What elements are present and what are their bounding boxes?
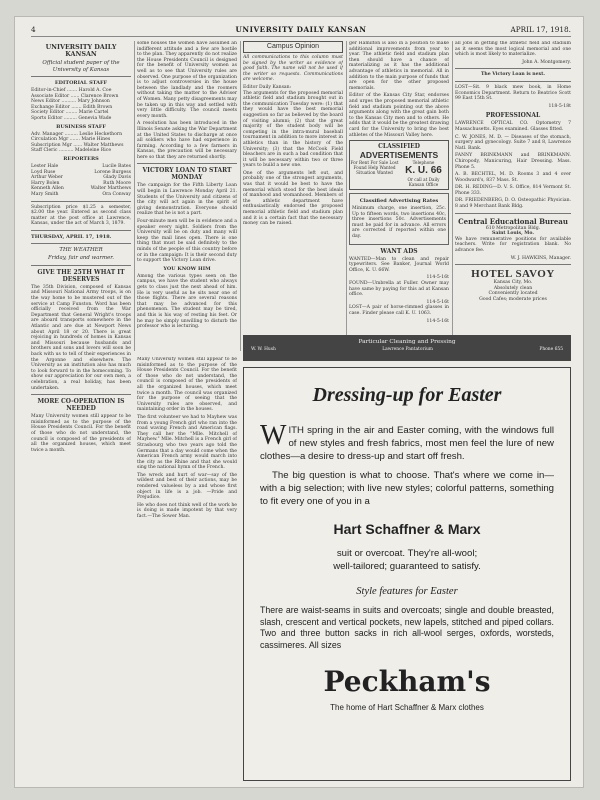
column-rule bbox=[452, 41, 453, 351]
paper-subtitle: Official student paper of the University of Kansas bbox=[42, 60, 120, 73]
cleaning-title: Particular Cleaning and Pressing bbox=[358, 339, 456, 345]
rates-heading: Classified Advertising Rates bbox=[359, 198, 439, 205]
reporter: Mary Smith bbox=[31, 191, 59, 197]
ad-title: Dressing-up for Easter bbox=[312, 384, 502, 406]
article-body: some houses the women have assumed an indifferent attitude and a few are hostile to the plan. They apparently do not realize the House Presidents Council is designed for the benefit of University women as well as to see that University rules are observed. One purpose of the organization is to adjust controversies in the house between the landlady and the roomers without taking the matter to the Adviser of Women. Many petty disagreements may be taken up in this way and settled with very little difficulty. The council meets every month. bbox=[137, 41, 237, 119]
staff-entry: Society Editor ........ Marie Cartel bbox=[31, 110, 109, 116]
reporters-list bbox=[31, 164, 131, 198]
reporter: Lucile Bates bbox=[102, 163, 131, 169]
article-body: Among the various types seen on the campus, we have the student who always gets to class just the next ahead of him. He is very useful as he sits near one of those flights. There are several reasons that may be advanced for this phenomenon. The student may be tired, and this is his way of resting his feet. Or he may be simply unwilling to disturb the professor who is lecturing. bbox=[137, 273, 237, 330]
hotel-feature: Good Cafes; moderate prices bbox=[479, 297, 547, 302]
divider bbox=[455, 81, 571, 82]
divider bbox=[31, 230, 131, 231]
classified-rates bbox=[350, 160, 448, 187]
ad-tag: 118-5-18t bbox=[548, 103, 571, 109]
business-list bbox=[31, 132, 131, 154]
telephone-label: Telephone bbox=[412, 160, 435, 166]
want-ads-heading: WANT ADS bbox=[380, 247, 418, 255]
hotel-feature: Conveniently located bbox=[488, 291, 538, 297]
ad-paragraph bbox=[260, 420, 554, 463]
cleaning-phone: Phone 655 bbox=[539, 347, 563, 352]
ad-tag: 114-5-16t bbox=[426, 275, 449, 281]
divider bbox=[137, 163, 237, 164]
masthead bbox=[31, 23, 571, 37]
column-1 bbox=[31, 41, 131, 781]
article-body: The first volunteer we had to Mayhew was from a young French girl who ran into the road waving French and American flags. They call her the "Mlle. Mitchell of Mayhew." Mlle. Mitchell is a French girl of Strasbourg who two years ago told the Germans that a day would come when the American French army would march into the city as the Rhine and that she would sing the national hymn of the French. bbox=[137, 414, 237, 471]
subscription-notice: Subscription price $1.25 a semester, $2.00 the year. Entered as second class matter at the post office at Lawrence, Kansas, under the act of March 3, 1879. bbox=[31, 204, 131, 227]
divider bbox=[455, 213, 571, 214]
column-rule bbox=[240, 41, 241, 351]
letter-body: One of the arguments left out, and probably one of the strongest arguments, was that it would be best to have the memorial which stood for the best ideals of manhood and womanhood. Members of the athletic department have enthusiastically endorsed the proposed memorial athletic field and stadium plan and it is a certain fact that the necessary money can be raised. bbox=[243, 170, 343, 227]
bureau-address: 610 Metropolitan Bldg. bbox=[485, 225, 541, 231]
professional-entry: A. B. BECHTEL, M. D. Rooms 3 and 4 over Woodward's, 837 Mass. St. bbox=[455, 172, 571, 183]
business-staff-heading: BUSINESS STAFF bbox=[56, 123, 106, 130]
article-body: A resolution has been introduced in the Illinois Senate asking the War Department at the United States to discharge at once all soldiers who have had experience in farming. According to a few farmers in Kansas, the precaution will be necessary here so that they are returned shortly. bbox=[137, 121, 237, 160]
divider bbox=[31, 394, 131, 395]
ad-brand-tagline: suit or overcoat. They're all-wool; bbox=[336, 548, 478, 559]
article-body: The 35th Division, composed of Kansas and Missouri National Army troops, is on the way home to be mustered out of the service at Camp Funston. Word has been officially received from the War Department that General Wright's troops are aboard transports somewhere in the Atlantic and are due at Newport News about April 18 or 20. There is great rejoicing in hundreds of homes in Kansas and Missouri because husbands and brothers and sons and lovers will soon be back with us to tell of their experiences in the Argonne and elsewhere. The University as an institution also has much to look forward to in the homecoming. To show our appreciation for our own men, a celebration, a real holiday, has been undertaken. bbox=[31, 284, 131, 391]
ad-tag: 114-5-16t bbox=[426, 299, 449, 305]
ad-tag: 114-5-16t bbox=[426, 318, 449, 324]
reporter: Ora Conway bbox=[102, 191, 131, 197]
issue-date: APRIL 17, 1918. bbox=[510, 25, 571, 34]
easter-advertisement bbox=[243, 367, 571, 781]
article-headline: GIVE THE 25TH WHAT IT DESERVES bbox=[37, 268, 125, 283]
drop-cap: W bbox=[260, 420, 287, 451]
classified-heading: CLASSIFIED bbox=[378, 143, 420, 151]
ad-paragraph-text: ITH spring in the air and Easter coming, with the windows full of new styles and fresh fabrics, most men feel the lure of new clothes—a desire to dress-up and start off fresh. bbox=[260, 425, 554, 462]
column-3 bbox=[243, 41, 343, 331]
divider bbox=[455, 68, 571, 69]
business-entry: Adv. Manager ......... Leslie Heckethorn bbox=[31, 131, 123, 137]
cleaning-business: Lawrence Pantatorium bbox=[382, 347, 433, 352]
professional-entry: C. W. JONES, M. D. — Diseases of the stomach, surgery and gynecology. Suite 7 and 8, Lawrence Natl. Bank. bbox=[455, 134, 571, 151]
newspaper-name: UNIVERSITY DAILY KANSAN bbox=[235, 25, 367, 34]
editorial-staff-heading: EDITORIAL STAFF bbox=[54, 80, 108, 86]
reporter: Loyd Ruse bbox=[31, 169, 56, 175]
want-ad: LOST—A pair of horse-rimmed glasses in case. Finder please call K. U. 1063. bbox=[349, 305, 449, 316]
professional-entry: DR. H. REDING—D. V. S. Office, 814 Vermont St. Phone 333. bbox=[455, 185, 571, 196]
ad-brand-tagline: well-tailored; guaranteed to satisfy. bbox=[333, 560, 481, 572]
article-body: Many University women still appear to be misinformed as to the purpose of the House Presidents Council. For the benefit of those who do not understand, the council is composed of the presidents of all the organized houses, which meet twice a month. The council was organized for the purpose of seeing that the University rules are observed, and maintaining order in the houses. bbox=[137, 357, 237, 413]
column-rule bbox=[134, 41, 135, 351]
cleaning-banner bbox=[243, 335, 571, 361]
staff-entry: Associate Editor ...... Clarence Brown bbox=[31, 93, 119, 99]
divider bbox=[31, 265, 131, 266]
article-body: Many University women still appear to be misinformed as to the purpose of the House Presidents Council. For the benefit of those who do not understand, the council is composed of the presidents of all the organized houses, which meet twice a month. bbox=[31, 414, 131, 453]
column-2 bbox=[137, 41, 237, 351]
classified-subheading: ADVERTISEMENTS bbox=[359, 150, 439, 161]
newspaper-page bbox=[14, 16, 584, 788]
ad-brand-name: Hart Schaffner & Marx bbox=[333, 521, 481, 537]
reporter: Glady Davis bbox=[103, 175, 131, 181]
want-ad: FOUND—Umbrella at Fuller. Owner may have same by paying for this ad at Kansan office. bbox=[349, 281, 449, 298]
hotel-city: Kansas City, Mo. bbox=[493, 280, 533, 286]
divider bbox=[31, 243, 131, 244]
column-2-lower bbox=[137, 357, 237, 781]
staff-list bbox=[31, 88, 131, 122]
divider bbox=[31, 201, 131, 202]
ad-store-name: Peckham's bbox=[323, 665, 491, 698]
reporter: Lester Hale bbox=[31, 163, 59, 169]
article-body: The wreck and hurt of war—say of the wildest and best of their actions, may be rendered valueless by a and whose first object in life is a job. —Pride and Prejudice. bbox=[137, 472, 237, 501]
reporters-heading: REPORTERS bbox=[63, 155, 99, 162]
campus-opinion-heading: Campus Opinion bbox=[243, 41, 343, 53]
bureau-city: Saint Louis, Mo. bbox=[492, 231, 534, 237]
bureau-signature: W. J. HAWKINS, Manager. bbox=[510, 255, 571, 261]
telephone-note: Or call at Daily Kansan Office bbox=[407, 177, 440, 188]
classified-box bbox=[349, 140, 449, 190]
business-entry: Circulation Mgr ....... Marie Hines bbox=[31, 137, 111, 143]
telephone-number: K. U. 66 bbox=[405, 165, 442, 177]
reporter: Kenneth Allen bbox=[31, 186, 64, 192]
reporter: Harry Bolen bbox=[31, 180, 60, 186]
staff-entry: News Editor .......... Mary Johnson bbox=[31, 99, 110, 105]
column-5 bbox=[455, 41, 571, 331]
bureau-name: Central Educational Bureau bbox=[458, 216, 568, 226]
reporter: Lorene Burgess bbox=[94, 169, 131, 175]
rates-body: Minimum charge, one insertion, 25c. Up to fifteen words, two insertions 40c, three insertions 50c. Advertisements must be paid for in advance. All errors are corrected if reported within one day. bbox=[352, 206, 446, 240]
divider bbox=[455, 264, 571, 265]
professional-entry: LAWRENCE OPTICAL CO. Optometry 7 Massachusetts. Eyes examined. Glasses fitted. bbox=[455, 121, 571, 132]
divider bbox=[31, 76, 131, 77]
article-body: Four-minute men will be in evidence and a speaker every night. Soldiers from the University will be on duty and many will keep the mail lines open. There is one thing that must be said definitely to the minds of the people of this country before or in the campaign: It is their second duty to support the Victory Loan drive. bbox=[137, 219, 237, 264]
business-entry: Subscription Mgr ...... Walter Matthews bbox=[31, 142, 124, 148]
letter-body: The arguments for the proposed memorial athletic field and stadium brought out in the communication Tuesday were: (1) that they would have the best memorial suggestion so far as believed by the board of visiting alumni; (2) that the great majority of the student body will be competing in the intra-mural baseball tournament in addition to more interest in athletics than in the history of the University; (3) that the McCook Field bleachers are in such a bad condition that it will be necessary within two or three years to build a new one. bbox=[243, 90, 343, 169]
reporter: Ruth Moore bbox=[103, 180, 131, 186]
classified-rates-box bbox=[349, 193, 449, 245]
letter-body: Editor of the Kansas City Star, endorses and urges the proposed memorial athletic field and stadium pointing out the above arguments along with the great gain both to the Kansas City men and to others. He adds that it would be the greatest drawing card for the University to bring the best athletes of the Missouri Valley here. bbox=[349, 93, 449, 138]
staff-entry: Sports Editor ......... Genevia Wade bbox=[31, 115, 112, 121]
letter-signature: John A. Montgomery. bbox=[522, 59, 571, 65]
weather-heading: THE WEATHER bbox=[59, 246, 103, 253]
ad-paragraph: The big question is what to choose. That's where we come in—with a big selection; with live new styles; colorful patterns, something to fit every one of you in a bbox=[260, 470, 554, 507]
reporter: Arthur Weber bbox=[31, 175, 63, 181]
reporter: Walter Marthews bbox=[90, 186, 131, 192]
staff-entry: Exchange Editor ....... Edith Brown bbox=[31, 104, 113, 110]
page-number: 4 bbox=[31, 25, 36, 34]
article-headline: MORE CO-OPERATION IS NEEDED bbox=[37, 398, 125, 413]
cleaning-proprietor: W. W. Hush bbox=[251, 347, 276, 352]
letter-body: all jobs in getting the athletic field and stadium as it seems the most logical memorial and one which is most likely to materialize. bbox=[455, 41, 571, 58]
paper-title: UNIVERSITY DAILY KANSAN bbox=[45, 43, 117, 58]
professional-entry: DR. FRIEDENBERG, D. O. Osteopathic Physician. 8 and 9 Merchant Bank Bldg. bbox=[455, 198, 571, 210]
column-4 bbox=[349, 41, 449, 331]
hotel-name: HOTEL SAVOY bbox=[471, 268, 555, 281]
professional-heading: PROFESSIONAL bbox=[485, 112, 541, 120]
column-rule bbox=[346, 41, 347, 351]
bureau-text: We have remunerative positions for available teachers. Write for registration blank. No advance fee. bbox=[455, 236, 571, 254]
business-entry: Staff Cleric .......... Madeleine Rice bbox=[31, 148, 112, 154]
campus-opinion-note: All communications to this column must be signed by the writer as evidence of good faith. The name will not be used if the writer so requests. Communications are welcome. bbox=[243, 55, 343, 83]
staff-entry: Editor-in-Chief ....... Harold A. Coe bbox=[31, 88, 112, 93]
editor-salutation: Editor Daily Kansan: bbox=[243, 84, 292, 90]
article-headline: YOU KNOW HIM bbox=[163, 265, 211, 272]
ad-features-heading: Style features for Easter bbox=[356, 586, 458, 597]
weather-forecast: Friday, fair and warmer. bbox=[48, 255, 114, 262]
letter-body: ger Hamilton is also in a position to make additional improvements from year to year. The athletic field and stadium plan then should have a chance of materializing as it has the additional advantage of athletics in memorial. All in addition to the main purpose of funds that are open for the other proposed memorials. bbox=[349, 41, 449, 91]
ad-store-tagline: The home of Hart Schaffner & Marx clothes bbox=[330, 703, 484, 712]
lost-ad: LOST—Sit. 9 black mew book, in Home Economics Department. Return to Beatrice Scott 99 East 15th St. bbox=[455, 84, 571, 102]
ad-features-body: There are waist-seams in suits and overcoats; single and double breasted, slash, crescent and vertical pockets, new lapels, stitched and piped collars. Two and three button sacks in rich all-wool serges, oxfords, worsteds, cassimeres. All sizes bbox=[260, 605, 554, 650]
professional-entry: FANNY BRINKMANN and BRINKMANN. Chiropody, Manicuring, Hair Dressing. Mass. Phone 5. bbox=[455, 153, 571, 170]
classified-categories: For Rent For Sale Lost Found Help Wanted Situation Wanted bbox=[350, 160, 399, 176]
want-ad: WANTED—Man to clean and repair typewriters. See Banker, Journal World Office, K. U. 66W. bbox=[349, 256, 449, 273]
date-line: THURSDAY, APRIL 17, 1918. bbox=[31, 233, 112, 240]
article-headline: VICTORY LOAN TO START MONDAY bbox=[142, 167, 232, 182]
hotel-feature: Absolutely clean bbox=[493, 285, 533, 291]
article-body: He who does not think well of the work he is doing is made impotent by that very fact.—The Sower Man. bbox=[137, 502, 237, 520]
slogan: The Victory Loan is next. bbox=[480, 72, 546, 78]
article-body: The campaign for the Fifth Liberty Loan will begin in Lawrence Monday April 21. Students of the University and citizens of the city will act again in the spirit of giving demonstration. Everyone should realize that he is not a part. bbox=[137, 183, 237, 217]
